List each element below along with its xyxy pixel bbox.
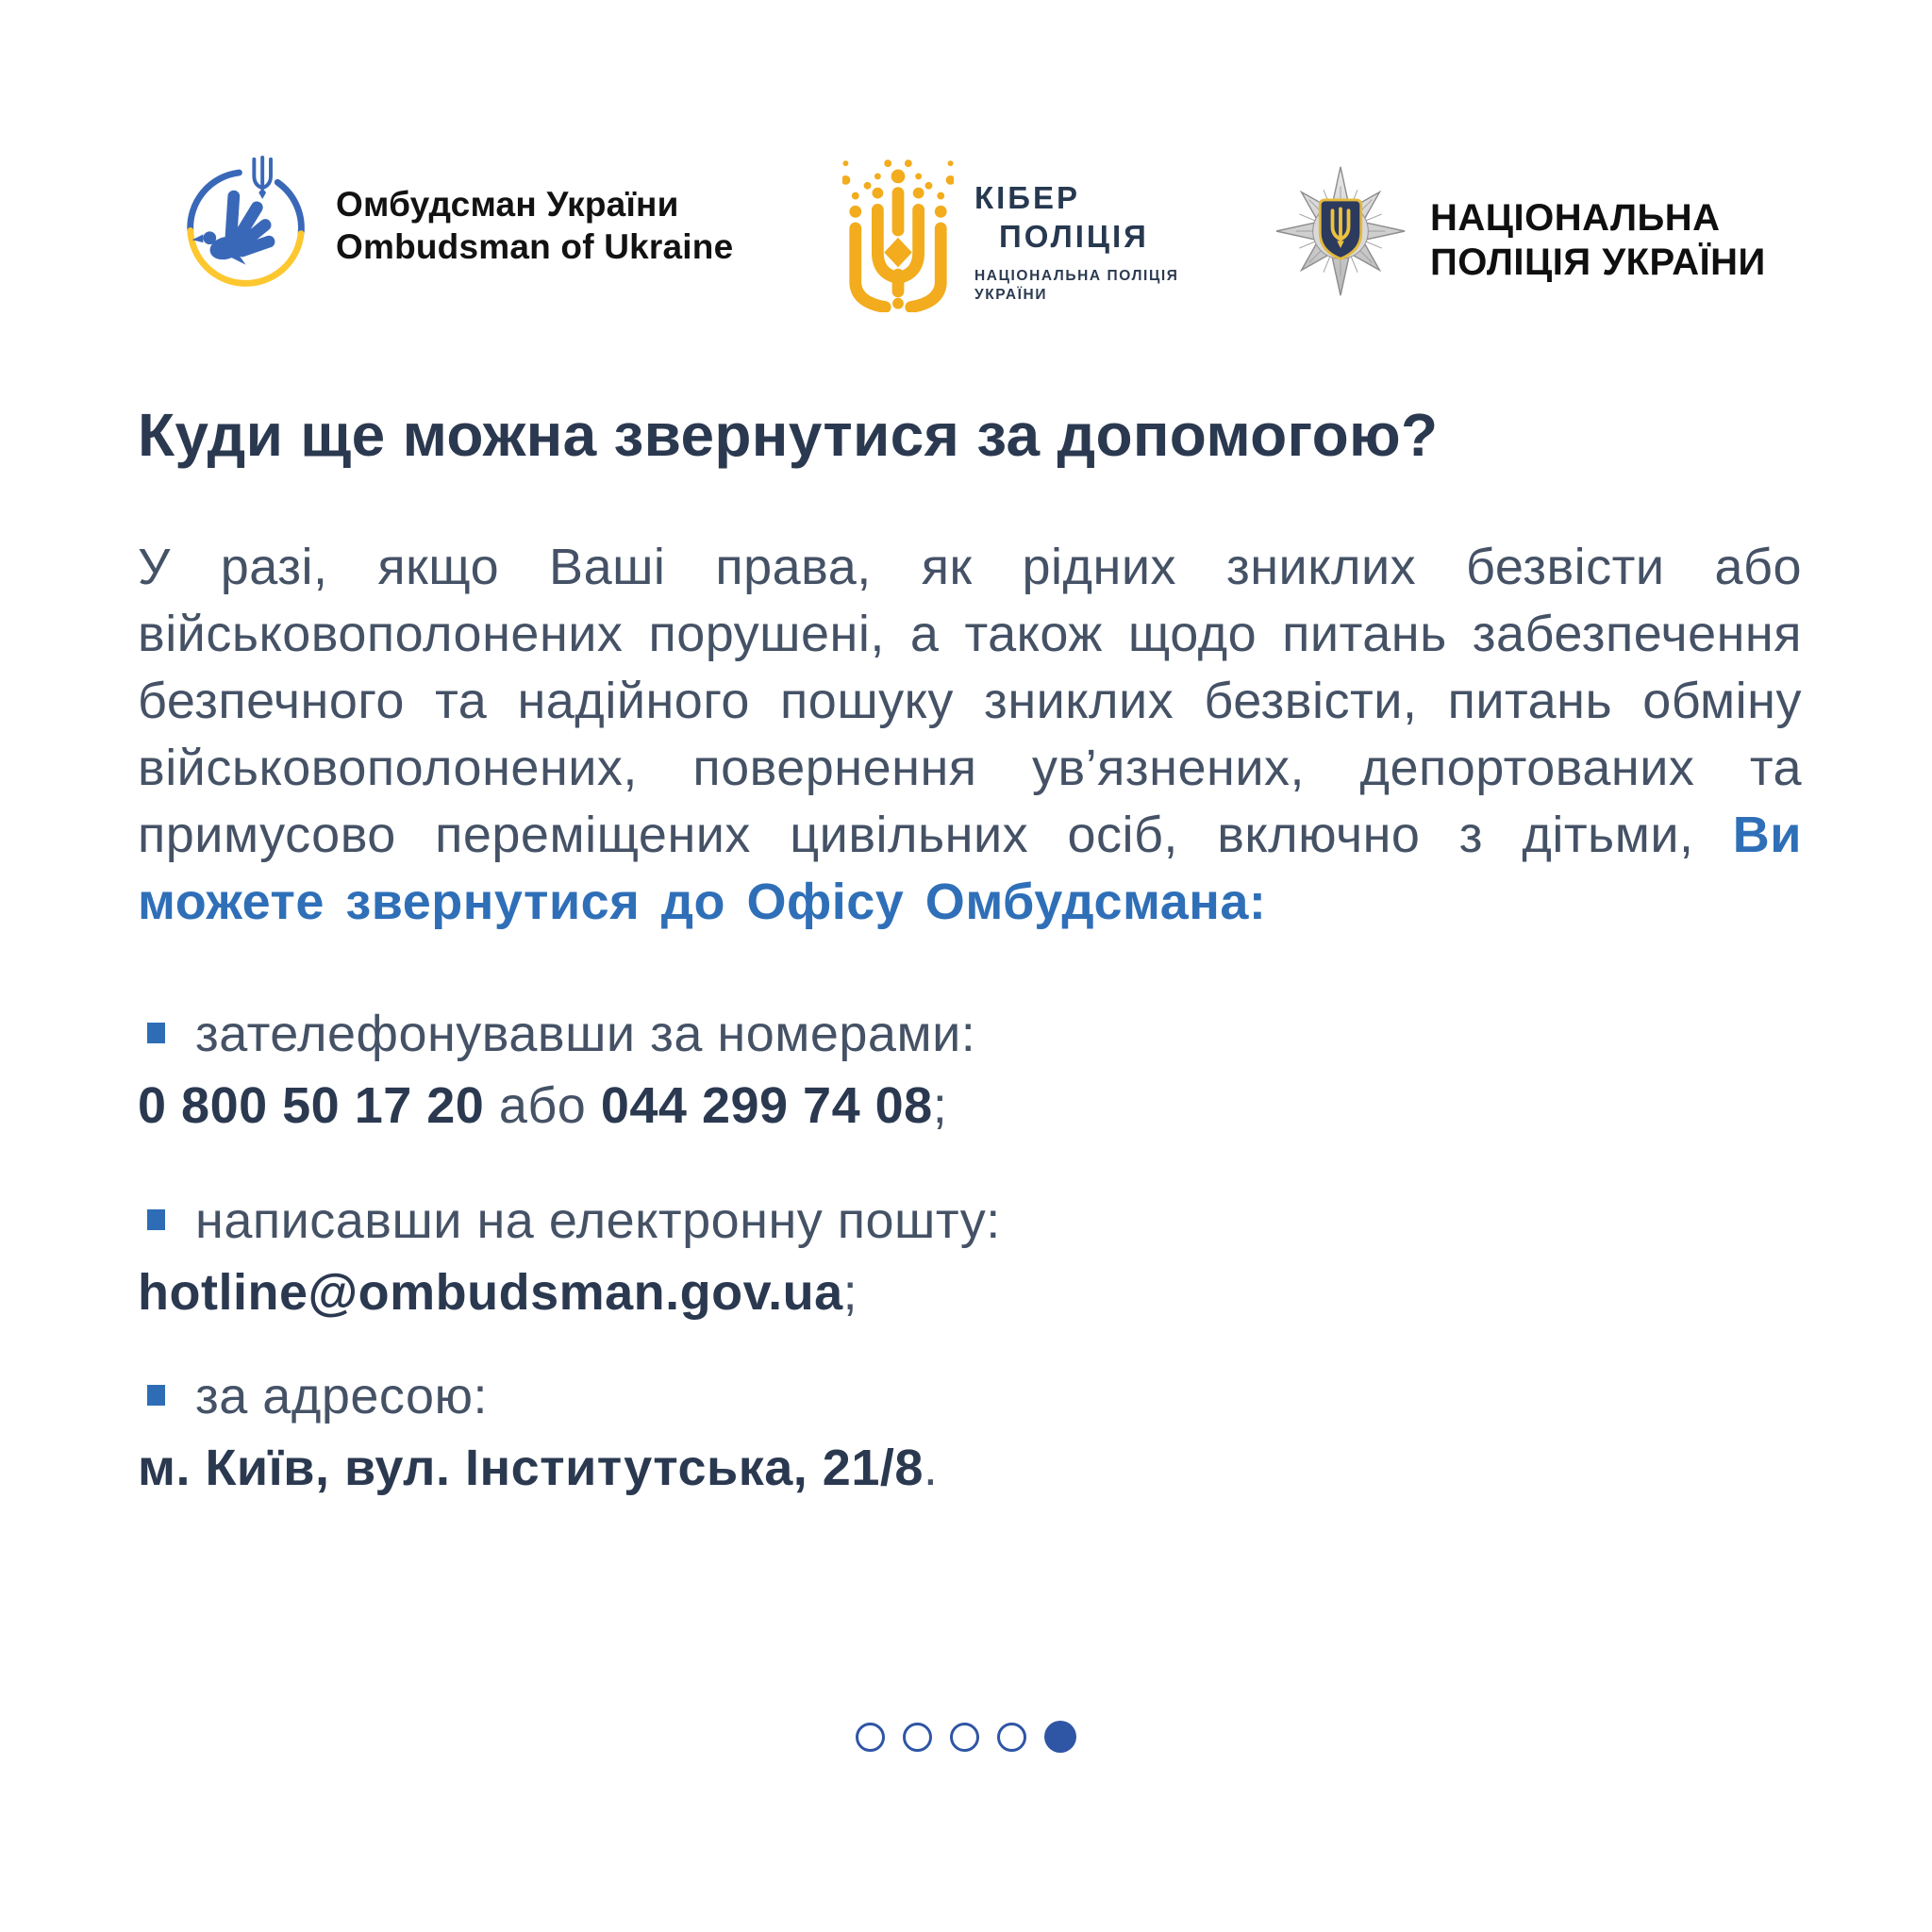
bullet-email-lead: написавши на електронну пошту: xyxy=(195,1192,1001,1249)
ombudsman-title-uk: Омбудсман України xyxy=(336,185,679,224)
street-address: м. Київ, вул. Інститутська, 21/8 xyxy=(138,1440,924,1496)
bullet-phone-detail: 0 800 50 17 20 або 044 299 74 08; xyxy=(138,1077,948,1134)
bullet-address-lead: за адресою: xyxy=(195,1368,489,1424)
bullet-square-icon xyxy=(147,1385,165,1406)
trident-icon xyxy=(254,158,271,199)
bullet-address xyxy=(138,1360,1802,1504)
cyberpolice-subtitle: НАЦІОНАЛЬНА ПОЛІЦІЯ УКРАЇНИ xyxy=(974,268,1179,303)
paragraph-regular-text: У разі, якщо Ваші права, як рідних зниклих безвісти або військовополонених порушені, а також щодо питань забезпечення безпечного та надійного пошуку зниклих безвісти, питань обміну військовополонених, повернення ув’язнених, депортованих та примусово переміщених цивільних осіб, включно з дітьми, xyxy=(138,539,1802,863)
paragraph-highlight-text: Ви можете звернутися до Офісу Омбудсмана: xyxy=(138,807,1802,930)
bullet-square-icon xyxy=(147,1209,165,1230)
ombudsman-logo-group xyxy=(175,154,733,297)
bullet-phone-lead: зателефонувавши за номерами: xyxy=(195,1006,976,1062)
ombudsman-title-en: Ombudsman of Ukraine xyxy=(336,227,734,266)
phone-number-1: 0 800 50 17 20 xyxy=(138,1077,485,1134)
phone-number-2: 044 299 74 08 xyxy=(600,1077,933,1134)
email-address: hotline@ombudsman.gov.ua xyxy=(138,1264,843,1321)
bullet-email-detail: hotline@ombudsman.gov.ua; xyxy=(138,1264,858,1321)
bullet-phone xyxy=(138,998,1802,1141)
cyberpolice-logo-text xyxy=(974,180,1220,312)
cyberpolice-title-line2: ПОЛІЦІЯ xyxy=(999,219,1149,254)
ombudsman-logo-icon xyxy=(175,154,319,297)
ombudsman-logo-text xyxy=(336,183,733,268)
cyberpolice-trident-icon xyxy=(842,144,954,312)
page-dot-5[interactable] xyxy=(1044,1721,1076,1753)
page-title: Куди ще можна звернутися за допомогою? xyxy=(138,401,1439,469)
cyberpolice-logo-group xyxy=(842,144,1220,312)
cyberpolice-title-line1: КІБЕР xyxy=(974,180,1081,215)
page-dot-4[interactable] xyxy=(997,1723,1026,1752)
bullet-email xyxy=(138,1185,1802,1328)
pagination-dots xyxy=(0,1721,1932,1753)
intro-paragraph xyxy=(138,534,1802,936)
page-dot-2[interactable] xyxy=(903,1723,932,1752)
bullet-address-detail: м. Київ, вул. Інститутська, 21/8. xyxy=(138,1440,939,1496)
page-dot-3[interactable] xyxy=(950,1723,979,1752)
page-dot-1[interactable] xyxy=(856,1723,885,1752)
police-badge-icon xyxy=(1275,164,1406,298)
national-police-logo-group xyxy=(1275,160,1826,298)
bullet-square-icon xyxy=(147,1023,165,1043)
national-police-title: НАЦІОНАЛЬНА ПОЛІЦІЯ УКРАЇНИ xyxy=(1430,197,1766,283)
dove-hand-icon xyxy=(192,196,269,265)
